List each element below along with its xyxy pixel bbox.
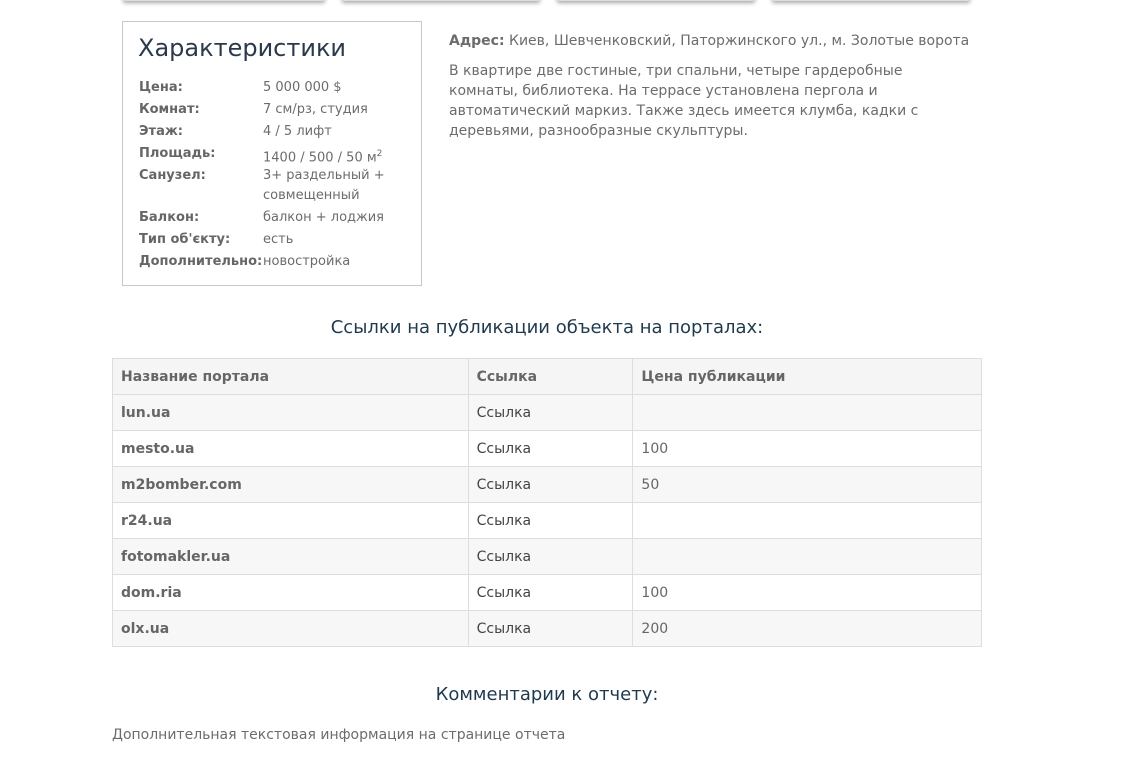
portal-link[interactable]: Ссылка — [468, 575, 633, 611]
comments-section-title: Комментарии к отчету: — [435, 684, 659, 705]
column-header-link: Ссылка — [468, 359, 633, 395]
publication-price: 200 — [633, 611, 982, 647]
comments-text: Дополнительная текстовая информация на странице отчета — [112, 727, 566, 743]
portal-name: m2bomber.com — [113, 467, 469, 503]
char-value — [263, 144, 413, 168]
photo-thumbnail[interactable] — [342, 0, 540, 1]
char-value: 7 см/рз, студия — [263, 102, 368, 117]
table-row — [113, 503, 982, 539]
char-label: Тип об'єкту: — [139, 232, 231, 247]
photo-gallery-strip — [0, 0, 1127, 2]
property-description: В квартире две гостиные, три спальни, четыре гардеробные комнаты, библиотека. На террасе установлена пергола и автоматический маркиз. Также здесь имеется клумба, кадки с деревьями, разнообразные скульптуры. — [449, 63, 919, 139]
publication-price — [633, 503, 982, 539]
portal-name: dom.ria — [113, 575, 469, 611]
photo-thumbnail[interactable] — [557, 0, 755, 1]
portal-link[interactable]: Ссылка — [468, 395, 633, 431]
publication-price: 100 — [633, 575, 982, 611]
char-label: Комнат: — [139, 102, 200, 117]
table-row — [113, 467, 982, 503]
publication-price — [633, 395, 982, 431]
area-unit-superscript: 2 — [376, 149, 383, 159]
address-label: Адрес: — [449, 33, 505, 49]
portal-name: mesto.ua — [113, 431, 469, 467]
char-value: новостройка — [263, 254, 351, 269]
table-row — [113, 611, 982, 647]
portal-link[interactable]: Ссылка — [468, 503, 633, 539]
table-row — [113, 539, 982, 575]
char-value: 5 000 000 $ — [263, 80, 342, 95]
publication-price: 100 — [633, 431, 982, 467]
portal-name: fotomakler.ua — [113, 539, 469, 575]
area-value: 1400 / 500 / 50 м — [263, 150, 377, 166]
address-line — [449, 31, 969, 51]
portal-link[interactable]: Ссылка — [468, 539, 633, 575]
publication-price — [633, 539, 982, 575]
table-row — [113, 395, 982, 431]
portal-name: lun.ua — [113, 395, 469, 431]
char-label: Цена: — [139, 80, 183, 95]
address-value: Киев, Шевченковский, Паторжинского ул., м. Золотые ворота — [509, 33, 970, 49]
photo-thumbnail[interactable] — [123, 0, 325, 1]
char-value: балкон + лоджия — [263, 210, 384, 225]
char-value: 4 / 5 лифт — [263, 124, 332, 139]
characteristics-title: Характеристики — [138, 34, 347, 62]
char-label: Этаж: — [139, 124, 183, 139]
table-row — [113, 575, 982, 611]
table-row — [113, 431, 982, 467]
char-value: есть — [263, 232, 294, 247]
photo-thumbnail[interactable] — [772, 0, 970, 1]
table-header-row — [113, 359, 982, 395]
portal-name: olx.ua — [113, 611, 469, 647]
portal-link[interactable]: Ссылка — [468, 431, 633, 467]
portals-section-title: Ссылки на публикации объекта на порталах: — [330, 317, 764, 338]
char-label: Площадь: — [139, 146, 216, 161]
portal-link[interactable]: Ссылка — [468, 467, 633, 503]
portal-link[interactable]: Ссылка — [468, 611, 633, 647]
char-value: 3+ раздельный + совмещенный — [263, 168, 385, 203]
column-header-price: Цена публикации — [633, 359, 982, 395]
char-label: Санузел: — [139, 168, 206, 183]
characteristics-panel — [122, 21, 422, 286]
portals-table — [112, 358, 982, 647]
column-header-portal-name: Название портала — [113, 359, 469, 395]
char-label: Балкон: — [139, 210, 200, 225]
portal-name: r24.ua — [113, 503, 469, 539]
publication-price: 50 — [633, 467, 982, 503]
char-label: Дополнительно: — [139, 254, 263, 269]
